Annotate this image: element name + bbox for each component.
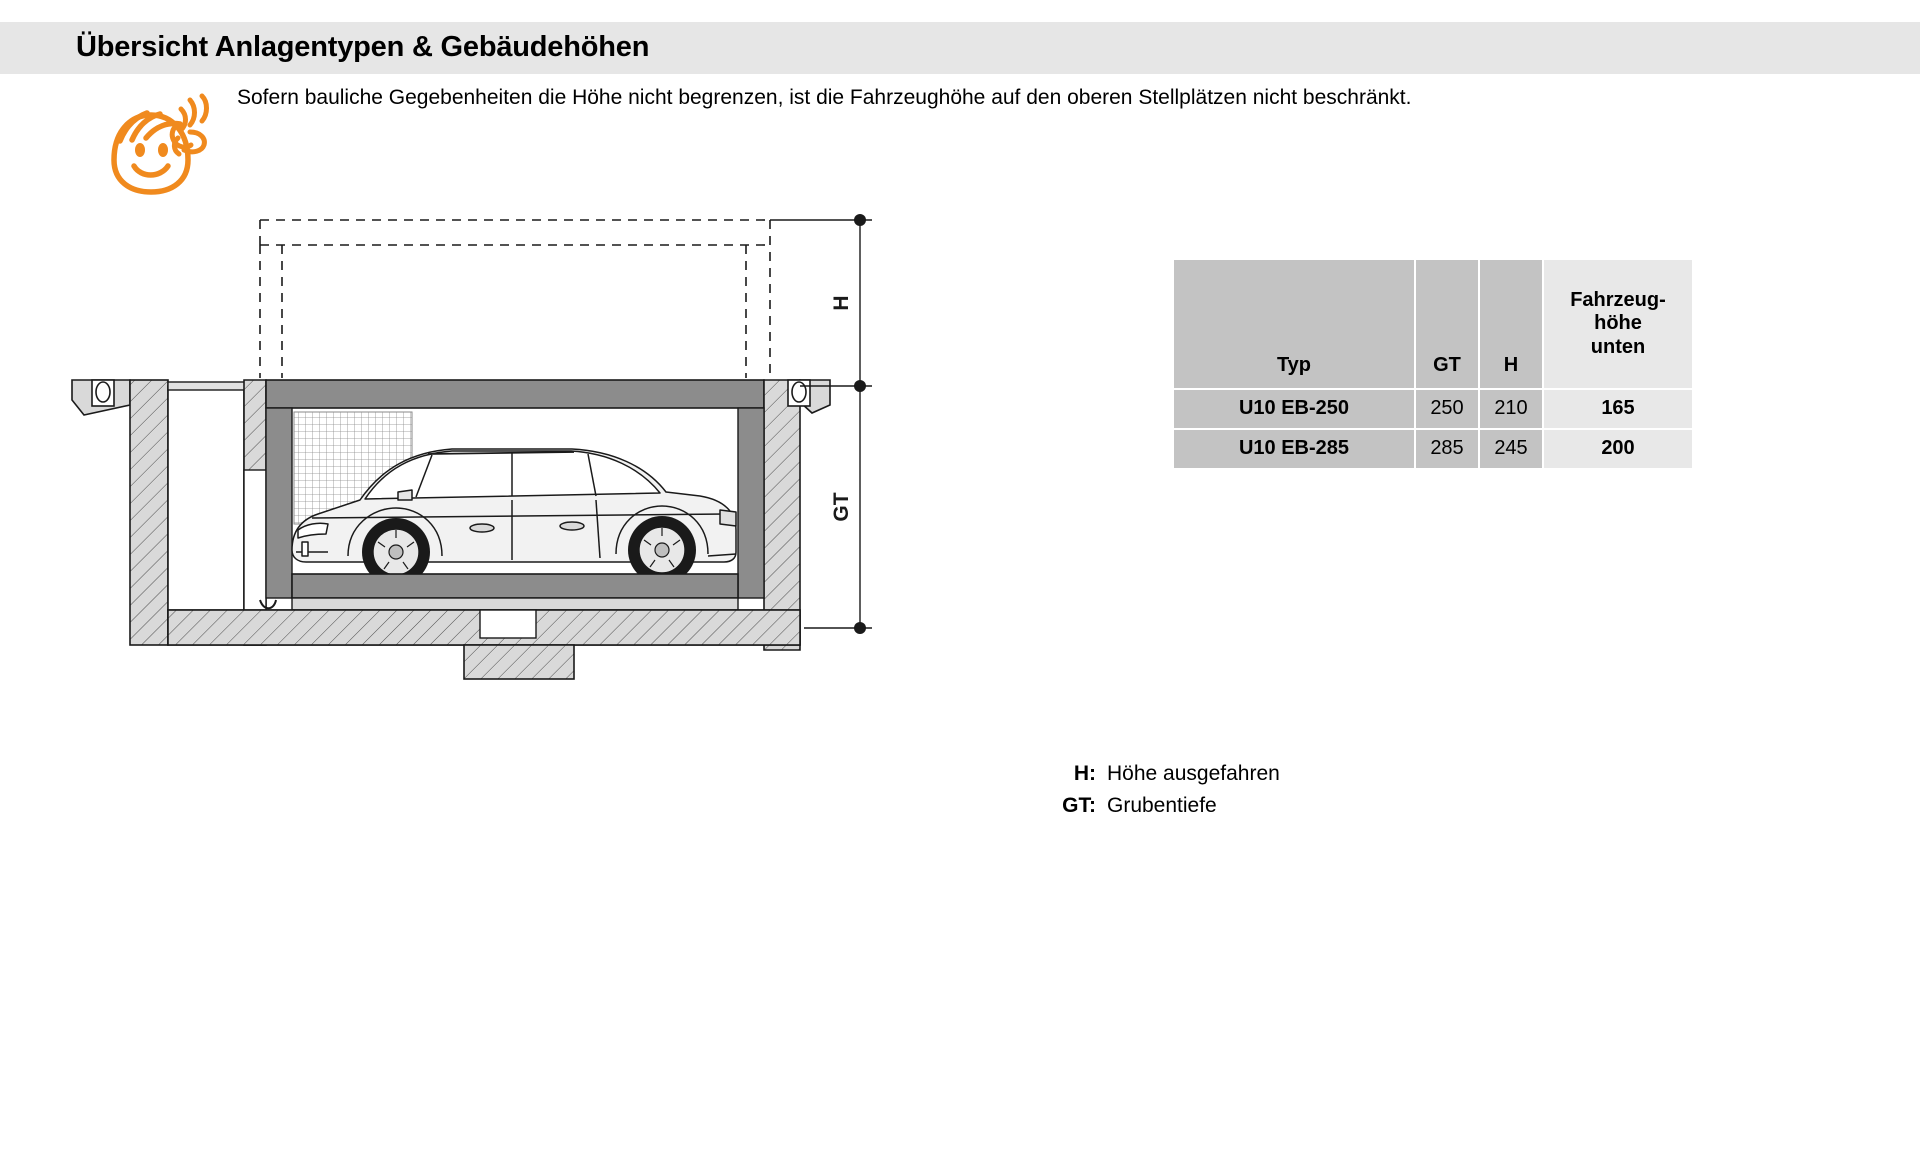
column-header-gt: GT	[1416, 260, 1478, 388]
cell-h: 210	[1480, 390, 1542, 428]
legend	[1050, 762, 1280, 826]
cell-fahrzeughoehe-unten: 165	[1544, 390, 1692, 428]
legend-item-h	[1050, 762, 1280, 786]
note-text: Sofern bauliche Gegebenheiten die Höhe nicht begrenzen, ist die Fahrzeughöhe auf den oberen Stellplätzen nicht beschränkt.	[237, 86, 1412, 109]
column-header-h: H	[1480, 260, 1542, 388]
cell-gt: 285	[1416, 430, 1478, 468]
parking-lift-cross-section	[60, 200, 960, 700]
column-header-fahrzeughoehe-line1: Fahrzeug-	[1570, 288, 1666, 311]
page-title: Übersicht Anlagentypen & Gebäudehöhen	[76, 31, 650, 63]
anlagentypen-table	[1172, 258, 1694, 470]
cell-typ: U10 EB-285	[1174, 430, 1414, 468]
column-header-fahrzeughoehe-unten	[1544, 260, 1692, 388]
legend-key-gt: GT:	[1062, 794, 1096, 817]
table-row	[1174, 390, 1692, 428]
legend-value-h: Höhe ausgefahren	[1107, 762, 1280, 785]
cell-typ: U10 EB-250	[1174, 390, 1414, 428]
cell-h: 245	[1480, 430, 1542, 468]
column-header-fahrzeughoehe-line3: unten	[1590, 335, 1646, 358]
table-header-row	[1174, 260, 1692, 388]
dimension-label-h: H	[830, 295, 853, 311]
cell-fahrzeughoehe-unten: 200	[1544, 430, 1692, 468]
cell-gt: 250	[1416, 390, 1478, 428]
mascot-pointing-icon	[94, 88, 222, 198]
column-header-typ: Typ	[1174, 260, 1414, 388]
table-row	[1174, 430, 1692, 468]
legend-key-h: H:	[1073, 762, 1096, 785]
dimension-label-gt: GT	[830, 492, 853, 522]
column-header-fahrzeughoehe-line2: höhe	[1594, 312, 1642, 335]
legend-item-gt	[1050, 794, 1280, 818]
legend-value-gt: Grubentiefe	[1107, 794, 1217, 817]
